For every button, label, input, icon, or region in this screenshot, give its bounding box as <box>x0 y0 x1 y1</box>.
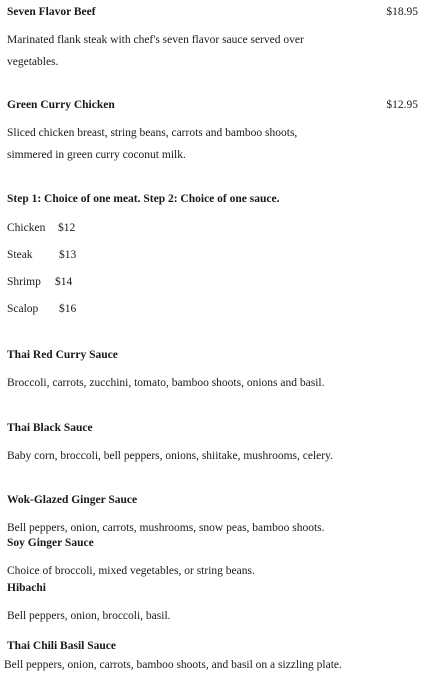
meat-price-chicken: $12 <box>58 222 76 234</box>
meat-price-steak: $13 <box>59 249 77 261</box>
sauce-name-thai-red-curry: Thai Red Curry Sauce <box>7 349 118 361</box>
item-desc-green-curry-chicken-line1: Sliced chicken breast, string beans, carrots and bamboo shoots, <box>7 127 298 139</box>
item-name-seven-flavor-beef: Seven Flavor Beef <box>7 6 96 18</box>
meat-name-shrimp: Shrimp <box>7 276 41 288</box>
sauce-name-hibachi: Hibachi <box>7 582 46 594</box>
sauce-name-thai-chili-basil: Thai Chili Basil Sauce <box>7 640 116 652</box>
sauce-name-thai-black: Thai Black Sauce <box>7 422 93 434</box>
sauce-desc-thai-black: Baby corn, broccoli, bell peppers, onions, shiitake, mushrooms, celery. <box>7 450 333 462</box>
meat-price-shrimp: $14 <box>55 276 73 288</box>
meat-name-scalop: Scalop <box>7 303 39 315</box>
sauce-desc-wok-glazed-ginger: Bell peppers, onion, carrots, mushrooms, snow peas, bamboo shoots. <box>7 522 325 534</box>
steps-heading: Step 1: Choice of one meat. Step 2: Choice of one sauce. <box>7 193 280 205</box>
sauce-desc-thai-chili-basil: Bell peppers, onion, carrots, bamboo shoots, and basil on a sizzling plate. <box>4 659 342 671</box>
item-price-seven-flavor-beef: $18.95 <box>386 6 418 18</box>
meat-name-chicken: Chicken <box>7 222 46 234</box>
item-desc-seven-flavor-beef-line2: vegetables. <box>7 56 59 68</box>
sauce-name-wok-glazed-ginger: Wok-Glazed Ginger Sauce <box>7 494 138 506</box>
item-desc-green-curry-chicken-line2: simmered in green curry coconut milk. <box>7 149 186 161</box>
item-desc-seven-flavor-beef-line1: Marinated flank steak with chef's seven flavor sauce served over <box>7 34 304 46</box>
sauce-desc-thai-red-curry: Broccoli, carrots, zucchini, tomato, bamboo shoots, onions and basil. <box>7 377 325 389</box>
sauce-name-soy-ginger: Soy Ginger Sauce <box>7 537 94 549</box>
item-price-green-curry-chicken: $12.95 <box>386 99 418 111</box>
meat-price-scalop: $16 <box>59 303 77 315</box>
sauce-desc-soy-ginger: Choice of broccoli, mixed vegetables, or string beans. <box>7 565 255 577</box>
meat-name-steak: Steak <box>7 249 33 261</box>
sauce-desc-hibachi: Bell peppers, onion, broccoli, basil. <box>7 610 171 622</box>
item-name-green-curry-chicken: Green Curry Chicken <box>7 99 115 111</box>
